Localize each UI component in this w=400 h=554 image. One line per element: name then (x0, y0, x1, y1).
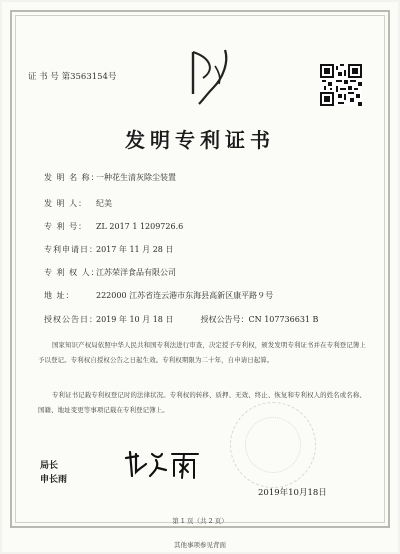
legal-paragraph: 国家知识产权局依照中华人民共和国专利法进行审查，决定授予专利权，颁发发明专利证书并在专利登记簿上予以登记。专利权自授权公告之日起生效。专利权期限为二十年，自申请日起算。 (38, 341, 366, 364)
field-label: 授权公告号： (200, 315, 249, 324)
field-value: 222000 江苏省连云港市东海县高新区康平路９号 (96, 291, 274, 300)
officer-name: 申长雨 (40, 475, 68, 485)
officer-title: 局长 (40, 461, 59, 471)
field-label: 授权公告日： (44, 315, 98, 324)
field-invention-name (44, 172, 176, 183)
issue-date: 2019年10月18日 (258, 488, 327, 498)
certificate-number: 证 书 号 第3563154号 (28, 72, 117, 82)
page-indicator: 第 1 页（共 2 页） (172, 517, 228, 525)
footer-note: 其他事项参见背面 (174, 541, 226, 549)
field-value: 一种花生清灰除尘装置 (96, 173, 176, 182)
field-value: 纪美 (96, 199, 112, 208)
field-label: 发 明 名 称： (44, 173, 100, 182)
seal-inner-ring (245, 417, 301, 473)
field-value: 2019 年 10 月 18 日 (96, 315, 174, 324)
certificate-title: 发明专利证书 (125, 128, 275, 152)
official-seal (230, 402, 316, 488)
legal-paragraph: 专利证书记载专利权登记时的法律状况。专利权的转移、质押、无效、终止、恢复和专利权人的姓名或名称、国籍、地址变更等事项记载在专利登记簿上。 (38, 391, 366, 414)
field-label: 专 利 权 人： (44, 268, 100, 277)
field-value: ZL 2017 1 1209726.6 (96, 222, 184, 231)
field-label: 专 利 号： (44, 222, 88, 231)
qr-code-icon (320, 64, 362, 106)
field-address (44, 290, 273, 301)
field-patentee (44, 267, 176, 278)
signature (122, 448, 202, 482)
certificate-sheet (2, 2, 398, 552)
field-filing-date (44, 244, 173, 255)
field-value: 江苏荣洋食品有限公司 (96, 268, 176, 277)
field-patent-number (44, 221, 183, 232)
field-inventor (44, 198, 112, 209)
field-label: 发 明 人： (44, 199, 88, 208)
field-value: 2017 年 11 月 28 日 (96, 245, 174, 254)
field-grant-info (44, 314, 318, 325)
field-label: 地 址： (44, 291, 75, 300)
cnipa-logo-icon (185, 48, 237, 106)
field-value: CN 107736631 B (248, 315, 319, 324)
field-label: 专利申请日： (44, 245, 98, 254)
